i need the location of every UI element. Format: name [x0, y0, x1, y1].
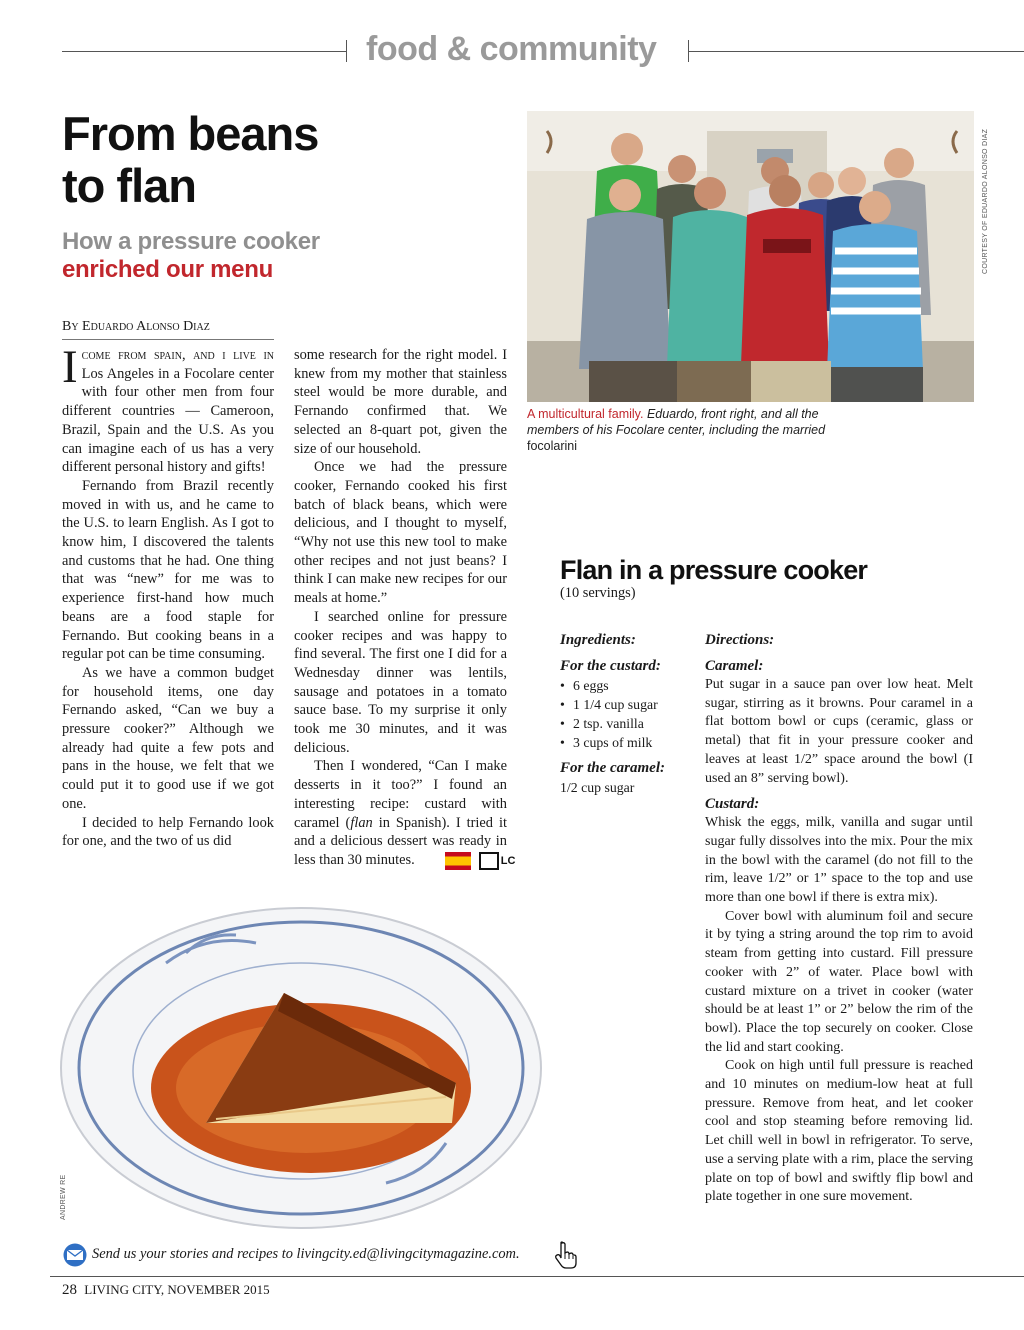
article-title-line-1: From beans	[62, 107, 319, 160]
article-title-line-2: to flan	[62, 159, 196, 212]
recipe-directions	[705, 630, 973, 1207]
caption-body: Eduardo, front right, and all the members of his Focolare center, including the married	[527, 407, 826, 437]
recipe-servings: (10 servings)	[560, 585, 636, 601]
footer-rule	[50, 1276, 1024, 1277]
caramel-directions: Put sugar in a sauce pan over low heat. Melt sugar, stirring as it browns. Pour caramel in a flat bottom bowl or cups (ceramic, glass or metal) that fit in your pressure cooker and leaves at least 1/2” space around the bowl (I used an 8” serving bowl).	[705, 677, 973, 786]
caption-tail: focolarini	[527, 439, 578, 453]
living-city-logo-icon: LC	[479, 852, 499, 870]
pointer-hand-icon	[553, 1241, 579, 1269]
drop-cap: I	[62, 341, 78, 393]
article-paragraph-1	[62, 341, 274, 477]
custard-directions-heading: Custard:	[705, 796, 760, 813]
custard-ingredients-heading: For the custard:	[560, 658, 661, 674]
group-photo-illustration	[527, 111, 974, 402]
recipe-title: Flan in a pressure cooker	[560, 555, 868, 585]
article-column-1	[62, 341, 274, 851]
flan-plate-illustration	[56, 893, 546, 1233]
caramel-ingredients-heading: For the caramel:	[560, 760, 665, 776]
list-item: • 6 eggs	[560, 676, 690, 695]
article-paragraph-4: I decided to help Fernando look for one, and the two of us did	[62, 814, 274, 850]
flan-photo	[56, 893, 546, 1233]
article-column-2	[294, 346, 516, 870]
header-rule-tick-left	[346, 40, 347, 62]
end-marks	[425, 851, 516, 870]
page-number: 28	[62, 1282, 77, 1298]
publication-info: LIVING CITY, NOVEMBER 2015	[84, 1282, 270, 1297]
caramel-directions-heading: Caramel:	[705, 658, 764, 674]
group-photo	[527, 111, 974, 402]
mail-icon[interactable]	[62, 1243, 90, 1267]
header-rule-right	[688, 51, 1024, 52]
page-footer	[62, 1281, 270, 1299]
article-paragraph-8	[294, 757, 516, 870]
paragraph-text: in Spanish). I tried it and a delicious dessert was ready in less than 30 minutes.	[294, 814, 507, 868]
list-item: • 1 1/4 cup sugar	[560, 695, 690, 714]
article-subtitle-line-1: How a pressure cooker	[62, 228, 320, 255]
paragraph-text: Then I wondered, “Can I make desserts in it too?” I found an interesting recipe: custard with caramel (	[294, 758, 507, 831]
lead-in-smallcaps: come from spain, and i live in	[81, 347, 274, 363]
header-rule-left	[62, 51, 346, 52]
ingredients-heading: Ingredients:	[560, 632, 636, 648]
article-paragraph-3: As we have a common budget for household items, one day Fernando asked, “Can we buy a pressure cooker?” Although we already had quite a few pots and pans in the house, we felt that we could put it to good use if we got one.	[62, 664, 274, 812]
promo-text[interactable]: Send us your stories and recipes to livingcity.ed@livingcitymagazine.com.	[92, 1246, 520, 1262]
byline: By Eduardo Alonso Diaz	[62, 318, 274, 340]
flan-photo-credit: ANDREW RE	[60, 1174, 67, 1220]
photo-caption	[527, 406, 837, 454]
custard-directions-3: Cook on high until full pressure is reached and 10 minutes on medium-low heat at full pressure. Remove from heat, and let cooker cool and stop steaming before removing lid. Let chill well in bowl in refrigerator. To serve, use a serving plate with a rim, place the serving plate on top of bowl and swiftly flip bowl and plate together in one sure movement.	[705, 1058, 973, 1205]
custard-ingredient-list	[560, 676, 690, 752]
article-paragraph-5: some research for the right model. I knew from my mother that stainless steel would be more durable, and Fernando confirmed that. We selected an 8-quart pot, given the size of our household.	[294, 347, 507, 457]
list-item: • 2 tsp. vanilla	[560, 714, 690, 733]
caramel-ingredient: 1/2 cup sugar	[560, 780, 635, 795]
spain-flag-icon	[445, 852, 471, 870]
caption-lead: A multicultural family.	[527, 407, 644, 421]
list-item: • 3 cups of milk	[560, 733, 690, 752]
section-label: food & community	[366, 30, 657, 68]
custard-directions-2: Cover bowl with aluminum foil and secure it by tying a string around the top rim to avoid steam from getting into custard. Fill pressure cooker with 2” of water. Place bowl with custard mixture on a trivet in cooker (water should be at least 1” or 2” below the rim of the bowl). Place the top securely on cooker. Close the lid and start cooking.	[705, 908, 973, 1055]
article-paragraph-2: Fernando from Brazil recently moved in with us, and he came to the U.S. to learn English. As I got to know him, I discovered the talents and customs that he had. One thing that was “new” for me was to experience first-hand how much beans are a food staple for Fernando. But cooking beans in a regular pot can be time consuming.	[62, 477, 274, 663]
paragraph-text: Los Angeles in a Focolare center with four other men from four different countries — Cameroon, Brazil, Spain and the U.S. As you can imagine each of us has a very different personal history and gifts!	[62, 365, 274, 476]
article-subtitle-line-2: enriched our menu	[62, 256, 273, 283]
custard-directions-1: Whisk the eggs, milk, vanilla and sugar until sugar fully dissolves into the mix. Pour the mix in the bowl with the caramel (do not fill to the rim, leave 1/2” or 1” space to the top and use more than one bowl if there is extra mix).	[705, 815, 973, 906]
italic-word: flan	[350, 814, 373, 831]
article-paragraph-6: Once we had the pressure cooker, Fernando cooked his first batch of black beans, which were delicious, and I thought to myself, “Why not use this new tool to make other recipes and not just beans? I think I can make new recipes for our meals at home.”	[294, 459, 507, 607]
submission-promo	[62, 1241, 582, 1271]
recipe-ingredients	[560, 630, 690, 797]
photo-credit: COURTESY OF EDUARDO ALONSO DIAZ	[982, 128, 989, 274]
article-paragraph-7: I searched online for pressure cooker recipes and was happy to find several. The first one I did for a Wednesday dinner was lentils, sausage and potatoes in a tomato sauce base. To my surprise it only took me 30 minutes, and it was delicious.	[294, 608, 507, 756]
article-title	[62, 108, 502, 212]
directions-heading: Directions:	[705, 632, 775, 648]
